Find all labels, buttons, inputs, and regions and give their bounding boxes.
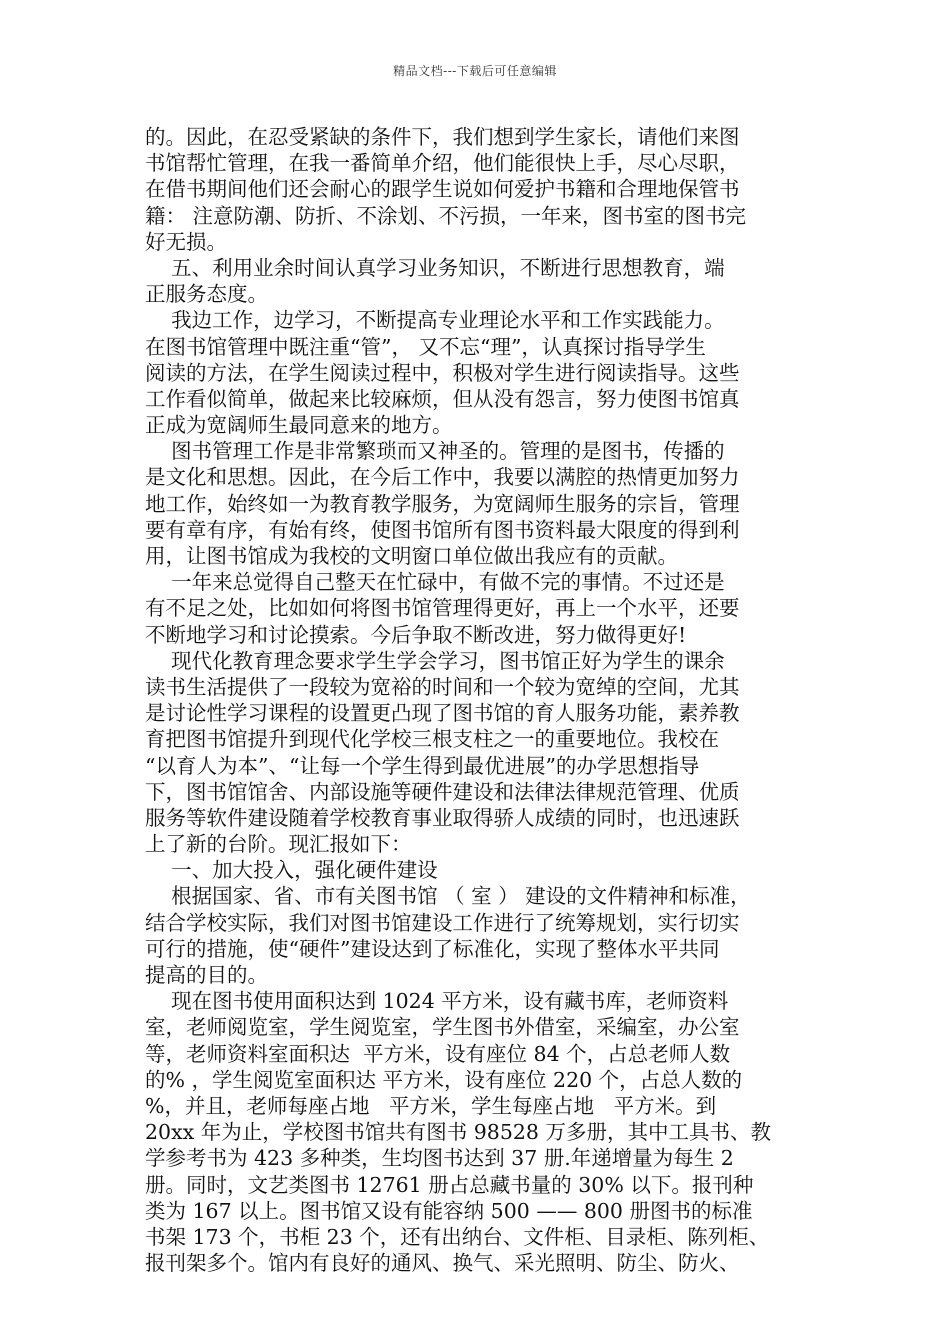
text-line: 阅读的方法，在学生阅读过程中，积极对学生进行阅读指导。这些	[145, 360, 740, 385]
text-line: 我边工作，边学习，不断提高专业理论水平和工作实践能力。	[145, 308, 725, 333]
text-line: 的% ，学生阅览室面积达 平方米，设有座位 220 个，占总人数的	[145, 1067, 743, 1092]
text-line: 是文化和思想。因此，在今后工作中，我要以满腔的热情更加努力	[145, 465, 740, 490]
text-line: 下，图书馆馆舍、内部设施等硬件建设和法律法律规范管理、优质	[145, 779, 740, 804]
text-line: 册。同时，文艺类图书 12761 册占总藏书量的 30% 以下。报刊种	[145, 1172, 754, 1197]
text-line: 的。因此，在忍受紧缺的条件下，我们想到学生家长，请他们来图	[145, 125, 740, 149]
document-body	[145, 124, 815, 1276]
text-line: 提高的目的。	[145, 963, 268, 987]
text-line: 现代化教育理念要求学生学会学习，图书馆正好为学生的课余	[145, 648, 725, 673]
text-line: 好无损。	[145, 229, 227, 254]
text-line: 根据国家、省、市有关图书馆 （ 室 ） 建设的文件精神和标准，	[145, 884, 751, 909]
text-line: 类为 167 以上。图书馆又设有能容纳 500 —— 800 册图书的标准	[145, 1198, 753, 1223]
text-line: 服务等软件建设随着学校教育事业取得骄人成绩的同时，也迅速跃	[145, 805, 740, 830]
text-line: 工作看似简单，做起来比较麻烦，但从没有怨言，努力使图书馆真	[145, 386, 740, 411]
text-line: 在图书馆管理中既注重“管”， 又不忘“理”，认真探讨指导学生	[145, 334, 706, 359]
text-line: 在借书期间他们还会耐心的跟学生说如何爱护书籍和合理地保管书	[145, 177, 740, 202]
text-line: 报刊架多个。馆内有良好的通风、换气、采光照明、防尘、防火、	[145, 1251, 740, 1276]
page-header: 精品文档---下载后可任意编辑	[393, 64, 557, 78]
text-line: 一、加大投入，强化硬件建设	[145, 858, 438, 883]
text-line: 育把图书馆提升到现代化学校三根支柱之一的重要地位。我校在	[145, 727, 719, 752]
text-line: 不断地学习和讨论摸索。今后争取不断改进，努力做得更好!	[145, 622, 687, 647]
text-line: 地工作，始终如一为教育教学服务，为宽阔师生服务的宗旨，管理	[145, 491, 740, 516]
text-line: 有不足之处，比如如何将图书馆管理得更好，再上一个水平，还要	[145, 596, 740, 621]
text-line: 用，让图书馆成为我校的文明窗口单位做出我应有的贡献。	[145, 544, 678, 568]
text-line: 正服务态度。	[145, 282, 268, 307]
text-line: 上了新的台阶。现汇报如下：	[145, 832, 412, 857]
text-line: 现在图书使用面积达到 1024 平方米，设有藏书库，老师资料	[145, 989, 729, 1014]
text-line: 室，老师阅览室，学生阅览室，学生图书外借室，采编室，办公室	[145, 1015, 740, 1040]
text-line: 结合学校实际，我们对图书馆建设工作进行了统筹规划，实行切实	[145, 910, 740, 935]
text-line: %，并且，老师每座占地 平方米，学生每座占地 平方米。到	[145, 1093, 717, 1118]
text-line: 学参考书为 423 多种类，生均图书达到 37 册.年递增量为每生 2	[145, 1146, 734, 1171]
text-line: “以育人为本”、“让每一个学生得到最优进展”的办学思想指导	[145, 753, 700, 778]
text-line: 五、利用业余时间认真学习业务知识，不断进行思想教育，端	[145, 255, 725, 280]
text-line: 20xx 年为止，学校图书馆共有图书 98528 万多册，其中工具书、教	[145, 1120, 771, 1145]
text-line: 等，老师资料室面积达 平方米，设有座位 84 个，占总老师人数	[145, 1041, 731, 1066]
text-line: 书馆帮忙管理，在我一番简单介绍，他们能很快上手，尽心尽职，	[145, 151, 740, 176]
text-line: 籍： 注意防潮、防折、不涂划、不污损，一年来，图书室的图书完	[145, 203, 747, 228]
text-line: 可行的措施，使“硬件”建设达到了标准化，实现了整体水平共同	[145, 936, 720, 961]
text-line: 正成为宽阔师生最同意来的地方。	[145, 413, 453, 438]
text-line: 读书生活提供了一段较为宽裕的时间和一个较为宽绰的空间，尤其	[145, 674, 740, 699]
text-line: 图书管理工作是非常繁琐而又神圣的。管理的是图书，传播的	[145, 439, 725, 464]
text-line: 是讨论性学习课程的设置更凸现了图书馆的育人服务功能，素养教	[145, 701, 740, 726]
text-line: 要有章有序，有始有终，使图书馆所有图书资料最大限度的得到利	[145, 517, 740, 542]
text-line: 一年来总觉得自己整天在忙碌中，有做不完的事情。不过还是	[145, 570, 725, 595]
text-line: 书架 173 个，书柜 23 个，还有出纳台、文件柜、目录柜、陈列柜、	[145, 1224, 770, 1249]
